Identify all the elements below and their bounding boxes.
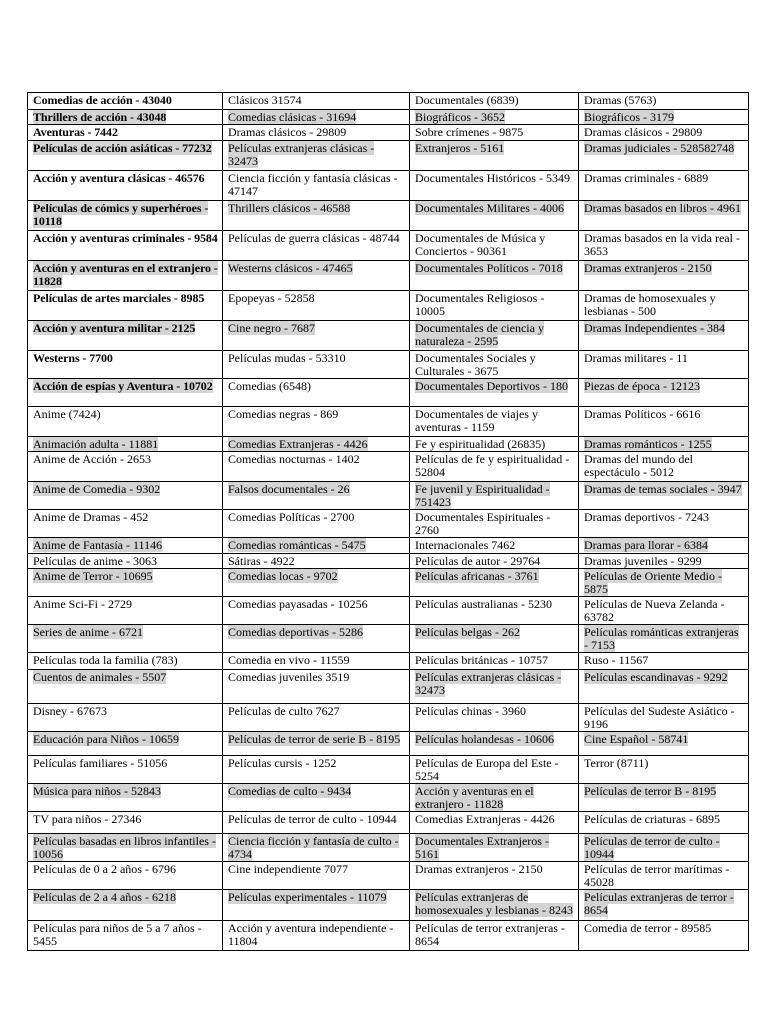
genre-label: Dramas militares - 11 xyxy=(584,351,688,365)
table-row xyxy=(28,756,749,784)
genre-cell xyxy=(579,538,749,554)
genre-cell xyxy=(223,510,410,538)
genre-cell xyxy=(579,569,749,597)
genre-cell xyxy=(410,261,579,291)
genre-label: Dramas extranjeros - 2150 xyxy=(415,862,543,876)
genre-label: Dramas de homosexuales y lesbianas - 500 xyxy=(584,291,716,318)
genre-cell xyxy=(223,812,410,834)
genre-cell xyxy=(579,321,749,351)
genre-label: Cuentos de animales - 5507 xyxy=(33,670,167,684)
genre-cell xyxy=(410,407,579,437)
genre-cell xyxy=(579,171,749,201)
table-row xyxy=(28,93,749,110)
genre-cell xyxy=(28,784,223,812)
genre-cell xyxy=(223,756,410,784)
table-row xyxy=(28,321,749,351)
genre-cell xyxy=(410,862,579,890)
genre-label: Educación para Niños - 10659 xyxy=(33,732,179,746)
genre-cell xyxy=(579,597,749,625)
genre-label: Comedias románticas - 5475 xyxy=(228,538,366,552)
genre-cell xyxy=(223,171,410,201)
genre-cell xyxy=(223,890,410,921)
genre-label: Anime (7424) xyxy=(33,407,101,421)
table-row xyxy=(28,510,749,538)
genre-label: Música para niños - 52843 xyxy=(33,784,161,798)
genre-label: Acción y aventura independiente - 11804 xyxy=(228,921,394,948)
genre-label: Dramas deportivos - 7243 xyxy=(584,510,709,524)
genre-label: Extranjeros - 5161 xyxy=(415,141,505,155)
genre-cell xyxy=(223,141,410,171)
genre-label: Dramas Políticos - 6616 xyxy=(584,407,701,421)
genre-cell xyxy=(579,554,749,569)
genre-label: Películas de 0 a 2 años - 6796 xyxy=(33,862,176,876)
genre-cell xyxy=(410,890,579,921)
genre-cell xyxy=(223,653,410,670)
genre-cell xyxy=(410,510,579,538)
genre-cell xyxy=(28,482,223,510)
genre-cell xyxy=(410,670,579,704)
genre-cell xyxy=(223,670,410,704)
genre-cell xyxy=(410,538,579,554)
genre-cell xyxy=(579,125,749,141)
genre-label: Películas de 2 a 4 años - 6218 xyxy=(33,890,176,904)
genre-label: Películas belgas - 262 xyxy=(415,625,520,639)
genre-cell xyxy=(410,704,579,732)
genre-label: Películas de Oriente Medio - 5875 xyxy=(584,569,722,596)
genre-cell xyxy=(223,351,410,379)
genre-label: Comedias payasadas - 10256 xyxy=(228,597,368,611)
genre-cell xyxy=(410,110,579,125)
genre-label: Películas mudas - 53310 xyxy=(228,351,346,365)
genre-cell xyxy=(410,201,579,231)
genre-cell xyxy=(410,921,579,951)
genre-label: Películas extranjeras clásicas - 32473 xyxy=(415,670,562,697)
genre-cell xyxy=(28,597,223,625)
genre-label: Comedias negras - 869 xyxy=(228,407,339,421)
genre-label: Películas africanas - 3761 xyxy=(415,569,539,583)
genre-label: Dramas del mundo del espectáculo - 5012 xyxy=(584,452,693,479)
genre-label: Dramas basados en la vida real - 3653 xyxy=(584,231,740,258)
genre-label: Películas románticas extranjeras - 7153 xyxy=(584,625,739,652)
genre-cell xyxy=(28,554,223,569)
genre-label: Comedias juveniles 3519 xyxy=(228,670,350,684)
table-row xyxy=(28,291,749,321)
genre-cell xyxy=(28,569,223,597)
genre-label: Anime de Terror - 10695 xyxy=(33,569,153,583)
genre-label: Dramas de temas sociales - 3947 xyxy=(584,482,742,496)
genre-label: Westerns - 7700 xyxy=(33,351,113,365)
genre-cell xyxy=(223,784,410,812)
genre-cell xyxy=(223,93,410,110)
genre-cell xyxy=(410,756,579,784)
genre-label: Películas de guerra clásicas - 48744 xyxy=(228,231,400,245)
genre-label: Dramas judiciales - 528582748 xyxy=(584,141,735,155)
genre-label: Películas extranjeras de homosexuales y lesbianas - 8243 xyxy=(415,890,573,917)
genre-label: Acción de espías y Aventura - 10702 xyxy=(33,379,213,393)
genre-cell xyxy=(223,201,410,231)
table-row xyxy=(28,407,749,437)
table-row xyxy=(28,704,749,732)
genre-label: Películas de cómics y superhéroes - 10118 xyxy=(33,201,209,228)
genre-cell xyxy=(579,670,749,704)
genre-cell xyxy=(579,921,749,951)
genre-label: Ciencia ficción y fantasía de culto - 4734 xyxy=(228,834,399,861)
genre-cell xyxy=(579,231,749,261)
genre-cell xyxy=(28,670,223,704)
genre-label: Películas chinas - 3960 xyxy=(415,704,526,718)
genre-label: Películas holandesas - 10606 xyxy=(415,732,554,746)
genre-cell xyxy=(579,756,749,784)
genre-label: Dramas para llorar - 6384 xyxy=(584,538,708,552)
genre-cell xyxy=(579,452,749,482)
genre-cell xyxy=(28,538,223,554)
table-row xyxy=(28,538,749,554)
genre-label: Películas australianas - 5230 xyxy=(415,597,552,611)
genre-cell xyxy=(579,141,749,171)
genre-cell xyxy=(28,201,223,231)
genre-label: Falsos documentales - 26 xyxy=(228,482,350,496)
genre-cell xyxy=(223,834,410,862)
genre-label: Comedia en vivo - 11559 xyxy=(228,653,350,667)
table-row xyxy=(28,201,749,231)
genre-label: Películas de Europa del Este - 5254 xyxy=(415,756,559,783)
genre-label: Películas de acción asiáticas - 77232 xyxy=(33,141,212,155)
table-row xyxy=(28,351,749,379)
genre-label: Películas de terror B - 8195 xyxy=(584,784,717,798)
genre-label: Películas basadas en libros infantiles - 10056 xyxy=(33,834,216,861)
table-row xyxy=(28,670,749,704)
genre-label: Comedias locas - 9702 xyxy=(228,569,338,583)
genre-label: Películas de terror extranjeras - 8654 xyxy=(415,921,565,948)
genre-label: Anime de Comedia - 9302 xyxy=(33,482,161,496)
genre-cell xyxy=(28,653,223,670)
genre-cell xyxy=(223,732,410,756)
genre-label: Películas de anime - 3063 xyxy=(33,554,157,568)
genre-cell xyxy=(28,452,223,482)
table-row xyxy=(28,784,749,812)
genre-cell xyxy=(579,510,749,538)
genre-cell xyxy=(579,784,749,812)
genre-cell xyxy=(28,625,223,653)
genre-label: Documentales Políticos - 7018 xyxy=(415,261,563,275)
genre-cell xyxy=(223,261,410,291)
genre-cell xyxy=(579,351,749,379)
genre-cell xyxy=(410,171,579,201)
genre-label: Acción y aventuras en el extranjero - 11828 xyxy=(415,784,534,811)
table-row xyxy=(28,569,749,597)
genre-label: Películas de Nueva Zelanda - 63782 xyxy=(584,597,725,624)
genre-cell xyxy=(223,291,410,321)
genre-cell xyxy=(28,321,223,351)
genre-cell xyxy=(410,141,579,171)
genre-label: Documentales de viajes y aventuras - 1159 xyxy=(415,407,538,434)
genre-cell xyxy=(28,379,223,407)
genre-label: Películas cursis - 1252 xyxy=(228,756,337,770)
genre-cell xyxy=(579,625,749,653)
genre-cell xyxy=(410,554,579,569)
genre-cell xyxy=(410,625,579,653)
genre-cell xyxy=(28,141,223,171)
genre-label: Anime Sci-Fi - 2729 xyxy=(33,597,132,611)
genre-cell xyxy=(223,110,410,125)
genre-label: Documentales Deportivos - 180 xyxy=(415,379,568,393)
genre-label: Sobre crímenes - 9875 xyxy=(415,125,524,139)
genre-cell xyxy=(579,862,749,890)
genre-label: Comedias Extranjeras - 4426 xyxy=(228,437,368,451)
genre-cell xyxy=(410,379,579,407)
genre-label: Terror (8711) xyxy=(584,756,649,770)
genre-cell xyxy=(223,625,410,653)
genre-cell xyxy=(28,407,223,437)
genre-cell xyxy=(410,653,579,670)
genre-cell xyxy=(28,231,223,261)
genre-cell xyxy=(28,732,223,756)
genre-cell xyxy=(579,437,749,452)
genre-label: Piezas de época - 12123 xyxy=(584,379,700,393)
table-row xyxy=(28,554,749,569)
genre-label: Películas familiares - 51056 xyxy=(33,756,168,770)
genre-label: Películas de culto 7627 xyxy=(228,704,340,718)
genre-label: Películas de autor - 29764 xyxy=(415,554,541,568)
table-row xyxy=(28,890,749,921)
genre-cell xyxy=(28,110,223,125)
genre-cell xyxy=(28,351,223,379)
genre-cell xyxy=(579,704,749,732)
genre-label: Documentales de ciencia y naturaleza - 2595 xyxy=(415,321,544,348)
table-row xyxy=(28,125,749,141)
genre-label: Películas extranjeras clásicas - 32473 xyxy=(228,141,375,168)
genre-cell xyxy=(223,554,410,569)
genre-cell xyxy=(410,452,579,482)
genre-cell xyxy=(410,732,579,756)
genre-cell xyxy=(223,437,410,452)
table-row xyxy=(28,379,749,407)
genre-cell xyxy=(410,569,579,597)
genre-label: Cine Español - 58741 xyxy=(584,732,689,746)
genre-label: Westerns clásicos - 47465 xyxy=(228,261,353,275)
genre-label: Películas escandinavas - 9292 xyxy=(584,670,728,684)
genre-cell xyxy=(223,452,410,482)
genre-cell xyxy=(223,125,410,141)
genre-label: Acción y aventura clásicas - 46576 xyxy=(33,171,205,185)
genre-label: Ruso - 11567 xyxy=(584,653,649,667)
genre-label: Biográficos - 3179 xyxy=(584,110,674,124)
genre-label: Biográficos - 3652 xyxy=(415,110,505,124)
genre-cell xyxy=(579,407,749,437)
genre-label: Películas de criaturas - 6895 xyxy=(584,812,720,826)
genre-cell xyxy=(28,704,223,732)
genre-label: Películas experimentales - 11079 xyxy=(228,890,387,904)
genre-cell xyxy=(223,321,410,351)
genre-label: Dramas (5763) xyxy=(584,93,657,107)
genre-label: Aventuras - 7442 xyxy=(33,125,118,139)
genre-label: Películas del Sudeste Asiático - 9196 xyxy=(584,704,735,731)
table-row xyxy=(28,261,749,291)
genre-label: Documentales Históricos - 5349 xyxy=(415,171,570,185)
genre-label: Sátiras - 4922 xyxy=(228,554,295,568)
genre-label: Thrillers clásicos - 46588 xyxy=(228,201,351,215)
genre-label: Comedias Extranjeras - 4426 xyxy=(415,812,555,826)
genre-label: Comedias de acción - 43040 xyxy=(33,93,172,107)
genre-label: TV para niños - 27346 xyxy=(33,812,142,826)
genre-cell xyxy=(28,171,223,201)
genre-label: Comedias de culto - 9434 xyxy=(228,784,352,798)
genre-label: Películas de fe y espiritualidad - 52804 xyxy=(415,452,570,479)
genre-label: Cine independiente 7077 xyxy=(228,862,348,876)
genre-cell xyxy=(410,834,579,862)
genre-label: Acción y aventuras en el extranjero - 11828 xyxy=(33,261,218,288)
genre-label: Clásicos 31574 xyxy=(228,93,302,107)
table-row xyxy=(28,231,749,261)
table-row xyxy=(28,921,749,951)
genre-cell xyxy=(28,921,223,951)
genre-label: Dramas criminales - 6889 xyxy=(584,171,709,185)
genre-cell xyxy=(410,784,579,812)
genre-cell xyxy=(410,231,579,261)
genre-label: Documentales de Música y Conciertos - 90361 xyxy=(415,231,546,258)
genre-cell xyxy=(410,351,579,379)
genre-label: Documentales Religiosos - 10005 xyxy=(415,291,545,318)
genre-label: Animación adulta - 11881 xyxy=(33,437,159,451)
genre-cell xyxy=(223,921,410,951)
genre-label: Anime de Acción - 2653 xyxy=(33,452,151,466)
genre-cell xyxy=(579,261,749,291)
genre-label: Fe juvenil y Espiritualidad - 751423 xyxy=(415,482,550,509)
genre-label: Dramas románticos - 1255 xyxy=(584,437,712,451)
genre-label: Comedias (6548) xyxy=(228,379,311,393)
genre-cell xyxy=(410,93,579,110)
genre-cell xyxy=(410,597,579,625)
genre-label: Fe y espiritualidad (26835) xyxy=(415,437,546,451)
genre-label: Comedia de terror - 89585 xyxy=(584,921,712,935)
genre-label: Series de anime - 6721 xyxy=(33,625,143,639)
genre-label: Thrillers de acción - 43048 xyxy=(33,110,167,124)
genre-label: Películas extranjeras de terror - 8654 xyxy=(584,890,734,917)
genre-cell xyxy=(223,482,410,510)
genre-cell xyxy=(28,812,223,834)
genre-cell xyxy=(579,379,749,407)
genre-cell xyxy=(410,125,579,141)
genre-cell xyxy=(579,812,749,834)
genre-cell xyxy=(410,321,579,351)
genre-cell xyxy=(579,291,749,321)
table-row xyxy=(28,732,749,756)
genre-label: Ciencia ficción y fantasía clásicas - 47147 xyxy=(228,171,398,198)
genre-cell xyxy=(223,569,410,597)
genre-label: Películas para niños de 5 a 7 años - 5455 xyxy=(33,921,202,948)
genre-cell xyxy=(223,231,410,261)
genre-label: Comedias clásicas - 31694 xyxy=(228,110,357,124)
table-row xyxy=(28,862,749,890)
genre-cell xyxy=(579,201,749,231)
table-row xyxy=(28,437,749,452)
table-row xyxy=(28,812,749,834)
genre-label: Documentales Militares - 4006 xyxy=(415,201,564,215)
table-row xyxy=(28,141,749,171)
genre-label: Películas de terror marítimas - 45028 xyxy=(584,862,730,889)
genre-cell xyxy=(28,437,223,452)
genre-label: Dramas basados en libros - 4961 xyxy=(584,201,741,215)
genre-cell xyxy=(579,482,749,510)
genre-label: Películas británicas - 10757 xyxy=(415,653,548,667)
genre-label: Comedias Políticas - 2700 xyxy=(228,510,355,524)
genre-label: Películas toda la familia (783) xyxy=(33,653,178,667)
table-row xyxy=(28,452,749,482)
genre-cell xyxy=(410,482,579,510)
genre-cell xyxy=(28,261,223,291)
genre-label: Disney - 67673 xyxy=(33,704,107,718)
genre-cell xyxy=(223,597,410,625)
genre-cell xyxy=(28,93,223,110)
genre-label: Anime de Fantasía - 11146 xyxy=(33,538,163,552)
table-row xyxy=(28,482,749,510)
genre-cell xyxy=(410,291,579,321)
table-row xyxy=(28,834,749,862)
genre-label: Películas de terror de serie B - 8195 xyxy=(228,732,401,746)
table-row xyxy=(28,653,749,670)
genre-cell xyxy=(410,437,579,452)
genre-codes-table xyxy=(27,92,749,951)
genre-label: Anime de Dramas - 452 xyxy=(33,510,149,524)
genre-cell xyxy=(223,862,410,890)
genre-label: Documentales Extranjeros - 5161 xyxy=(415,834,549,861)
genre-cell xyxy=(579,890,749,921)
genre-label: Películas de terror de culto - 10944 xyxy=(228,812,397,826)
genre-label: Películas de terror de culto - 10944 xyxy=(584,834,720,861)
genre-cell xyxy=(28,125,223,141)
table-row xyxy=(28,171,749,201)
genre-label: Documentales Espirituales - 2760 xyxy=(415,510,551,537)
genre-label: Documentales (6839) xyxy=(415,93,519,107)
genre-label: Películas de artes marciales - 8985 xyxy=(33,291,205,305)
genre-cell xyxy=(579,93,749,110)
genre-cell xyxy=(223,407,410,437)
genre-label: Documentales Sociales y Culturales - 3675 xyxy=(415,351,536,378)
genre-cell xyxy=(223,704,410,732)
genre-label: Dramas clásicos - 29809 xyxy=(584,125,703,139)
genre-cell xyxy=(28,890,223,921)
table-row xyxy=(28,110,749,125)
genre-cell xyxy=(28,834,223,862)
genre-label: Comedias deportivas - 5286 xyxy=(228,625,363,639)
table-row xyxy=(28,597,749,625)
genre-codes-table-body xyxy=(28,93,749,951)
genre-cell xyxy=(410,812,579,834)
genre-label: Epopeyas - 52858 xyxy=(228,291,315,305)
genre-cell xyxy=(579,834,749,862)
genre-label: Comedias nocturnas - 1402 xyxy=(228,452,360,466)
genre-label: Acción y aventuras criminales - 9584 xyxy=(33,231,218,245)
genre-label: Dramas extranjeros - 2150 xyxy=(584,261,712,275)
genre-label: Dramas juveniles - 9299 xyxy=(584,554,702,568)
genre-label: Dramas clásicos - 29809 xyxy=(228,125,347,139)
genre-cell xyxy=(579,110,749,125)
table-row xyxy=(28,625,749,653)
genre-label: Dramas Independientes - 384 xyxy=(584,321,725,335)
genre-cell xyxy=(28,862,223,890)
genre-cell xyxy=(223,538,410,554)
genre-label: Cine negro - 7687 xyxy=(228,321,315,335)
genre-cell xyxy=(28,291,223,321)
genre-cell xyxy=(579,653,749,670)
genre-cell xyxy=(223,379,410,407)
genre-label: Acción y aventura militar - 2125 xyxy=(33,321,196,335)
genre-cell xyxy=(28,756,223,784)
genre-label: Internacionales 7462 xyxy=(415,538,516,552)
genre-cell xyxy=(28,510,223,538)
genre-cell xyxy=(579,732,749,756)
